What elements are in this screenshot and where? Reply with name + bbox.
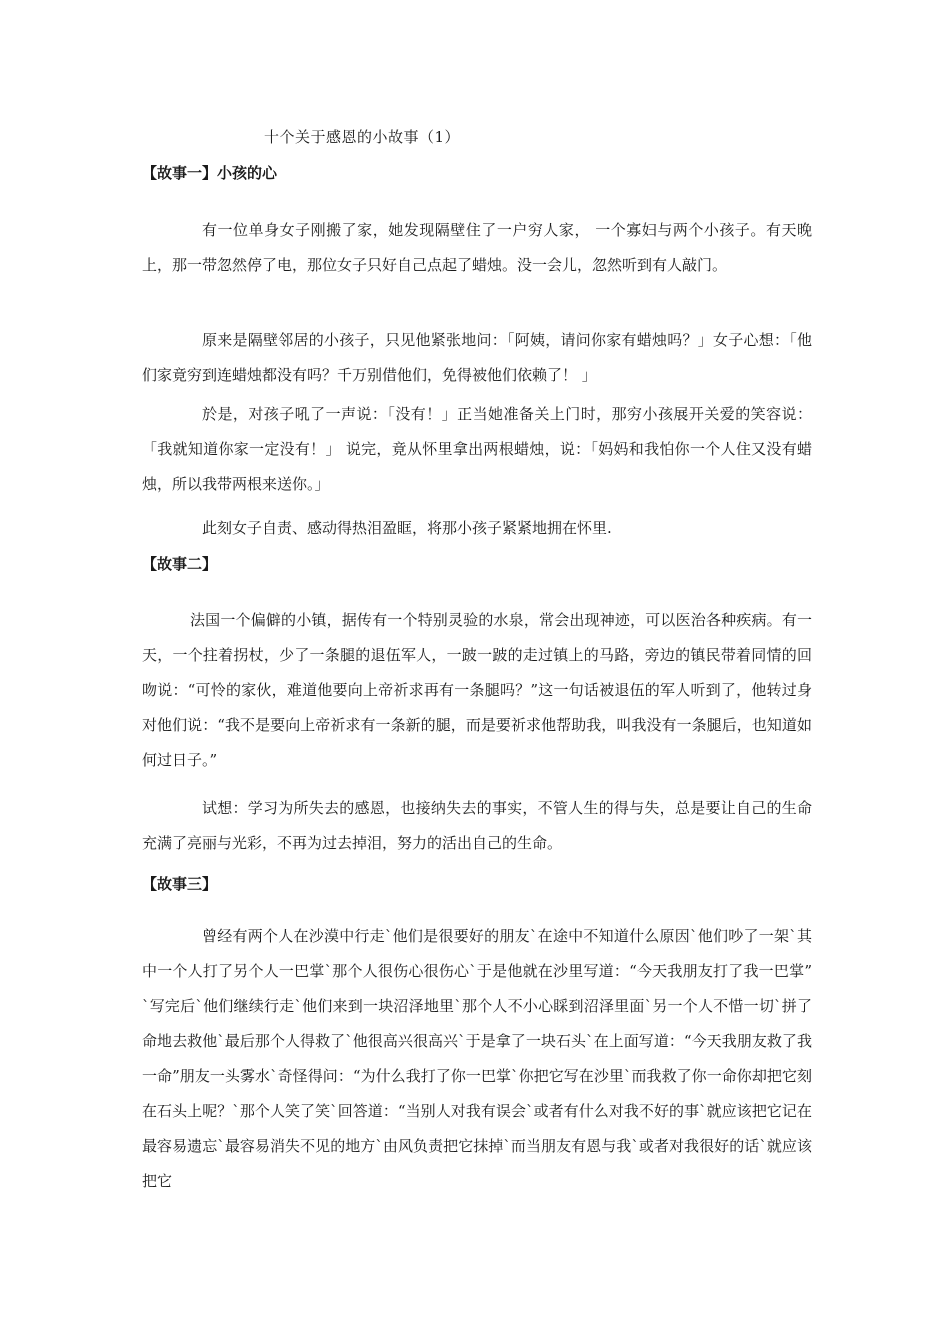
story-1-paragraph-1: 有一位单身女子刚搬了家，她发现隔壁住了一户穷人家， 一个寡妇与两个小孩子。有天晚上，那一带忽然停了电，那位女子只好自己点起了蜡烛。没一会儿，忽然听到有人敲门。 [142, 221, 812, 274]
document-title: 十个关于感恩的小故事（1） [264, 128, 461, 146]
story-1-paragraph-4: 此刻女子自责、感动得热泪盈眶，将那小孩子紧紧地拥在怀里. [202, 519, 612, 537]
story-2-paragraph-1: 法国一个偏僻的小镇，据传有一个特别灵验的水泉，常会出现神迹，可以医治各种疾病。有一天，一个拄着拐杖，少了一条腿的退伍军人，一跛一跛的走过镇上的马路，旁边的镇民带着同情的回吻说：“可怜的家伙，难道他要向上帝祈求再有一条腿吗？”这一句话被退伍的军人听到了，他转过身对他们说：“我不是要向上帝祈求有一条新的腿，而是要祈求他帮助我，叫我没有一条腿后，也知道如何过日子。” [142, 611, 812, 769]
story-heading-3: 【故事三】 [142, 875, 218, 893]
story-heading-2: 【故事二】 [142, 555, 218, 573]
story-heading-1: 【故事一】小孩的心 [142, 164, 278, 182]
story-1-paragraph-2: 原来是隔壁邻居的小孩子，只见他紧张地问：「阿姨，请问你家有蜡烛吗？」女子心想：「他们家竟穷到连蜡烛都没有吗？千万别借他们，免得被他们依赖了！ 」 [142, 331, 812, 384]
story-1-paragraph-3: 於是，对孩子吼了一声说：「没有！」正当她准备关上门时，那穷小孩展开关爱的笑容说：「我就知道你家一定没有！」 说完，竟从怀里拿出两根蜡烛，说：「妈妈和我怕你一个人住又没有蜡烛，所以我带两根来送你。」 [142, 405, 812, 493]
story-2-paragraph-2: 试想：学习为所失去的感恩，也接纳失去的事实，不管人生的得与失，总是要让自己的生命充满了亮丽与光彩，不再为过去掉泪，努力的活出自己的生命。 [142, 799, 812, 852]
story-3-paragraph-1: 曾经有两个人在沙漠中行走`他们是很要好的朋友`在途中不知道什么原因`他们吵了一架`其中一个人打了另个人一巴掌`那个人很伤心很伤心`于是他就在沙里写道：“今天我朋友打了我一巴掌” `写完后`他们继续行走`他们来到一块沼泽地里`那个人不小心睬到沼泽里面`另一个人不惜一切`拼了命地去救他`最后那个人得救了`他很高兴很高兴`于是拿了一块石头`在上面写道：“今天我朋友救了我一命”朋友一头雾水`奇怪得问：“为什么我打了你一巴掌`你把它写在沙里`而我救了你一命你却把它刻在石头上呢？`那个人笑了笑`回答道：“当别人对我有误会`或者有什么对我不好的事`就应该把它记在最容易遗忘`最容易消失不见的地方`由风负责把它抹掉`而当朋友有恩与我`或者对我很好的话`就应该把它 [142, 927, 812, 1190]
